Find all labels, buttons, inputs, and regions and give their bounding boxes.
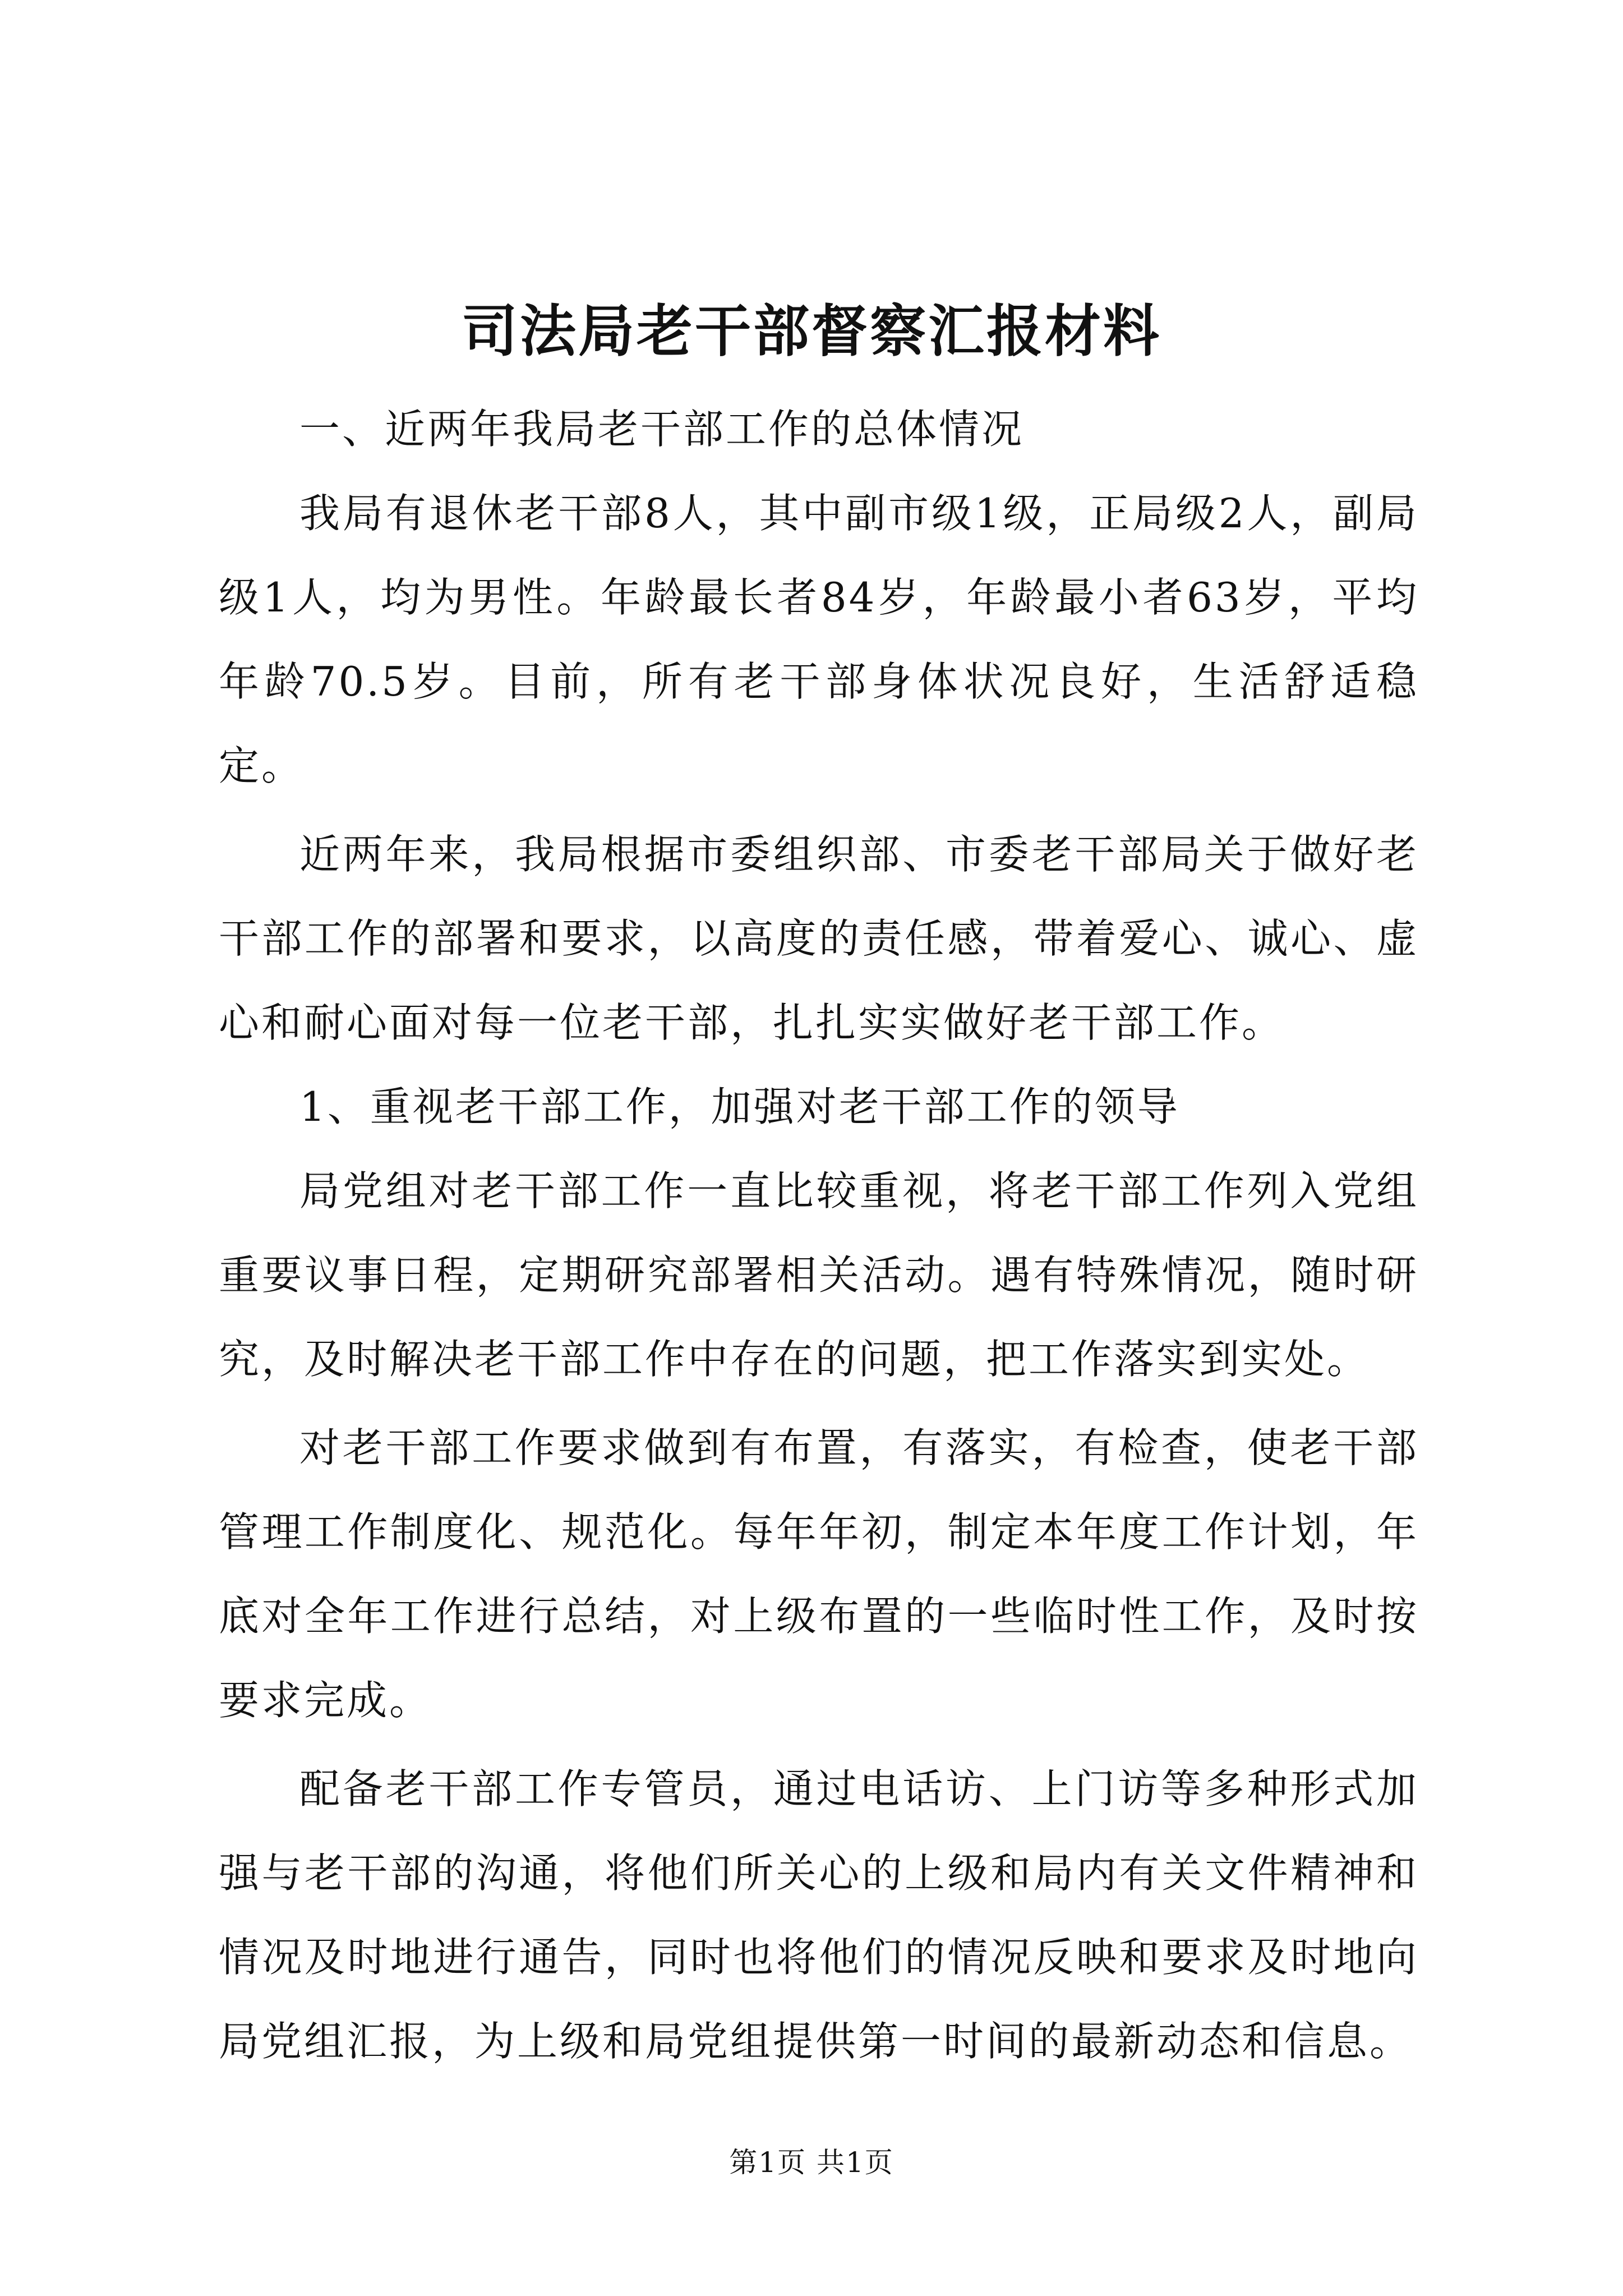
paragraph: 配备老干部工作专管员，通过电话访、上门访等多种形式加强与老干部的沟通，将他们所关心的上级和局内有关文件精神和情况及时地进行通告，同时也将他们的情况反映和要求及时地向局党组汇报，为上级和局党组提供第一时间的最新动态和信息。 bbox=[219, 1765, 1419, 2065]
paragraph: 近两年来，我局根据市委组织部、市委老干部局关于做好老干部工作的部署和要求，以高度的责任感，带着爱心、诚心、虚心和耐心面对每一位老干部，扎扎实实做好老干部工作。 bbox=[219, 831, 1419, 1046]
paragraph: 局党组对老干部工作一直比较重视，将老干部工作列入党组重要议事日程，定期研究部署相关活动。遇有特殊情况，随时研究，及时解决老干部工作中存在的问题，把工作落实到实处。 bbox=[219, 1167, 1419, 1383]
paragraph: 对老干部工作要求做到有布置，有落实，有检查，使老干部管理工作制度化、规范化。每年年初，制定本年度工作计划，年底对全年工作进行总结，对上级布置的一些临时性工作，及时按要求完成。 bbox=[219, 1424, 1419, 1724]
section-heading: 1、重视老干部工作，加强对老干部工作的领导 bbox=[299, 1083, 1180, 1130]
section-heading: 一、近两年我局老干部工作的总体情况 bbox=[299, 406, 1025, 453]
document-title: 司法局老干部督察汇报材料 bbox=[462, 298, 1161, 364]
document-body bbox=[219, 387, 1419, 2083]
paragraph: 我局有退休老干部8人，其中副市级1级，正局级2人，副局级1人，均为男性。年龄最长者84岁，年龄最小者63岁，平均年龄70.5岁。目前，所有老干部身体状况良好，生活舒适稳定。 bbox=[219, 490, 1419, 789]
page-footer: 第1页 共1页 bbox=[729, 2146, 894, 2179]
